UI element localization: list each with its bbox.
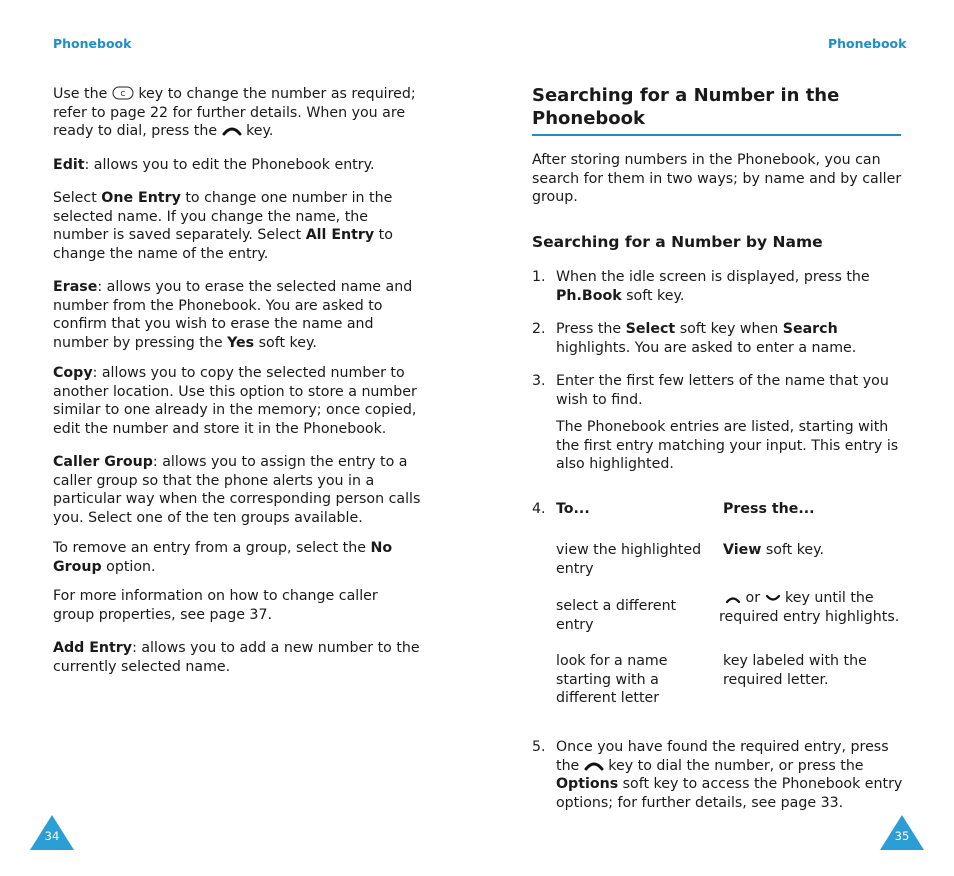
table-row-1-press: View soft key. <box>723 542 825 558</box>
page-number-right <box>879 814 925 851</box>
step-number: 1. <box>532 269 546 285</box>
down-key-icon <box>765 594 781 604</box>
clear-key-icon <box>112 86 134 100</box>
paragraph-copy: Copy: allows you to copy the selected number to another location. Use this option to store a number similar to one already in the memory; once copied, edit the number and store it in the Phonebook. <box>53 365 417 438</box>
paragraph-remove-from-group: To remove an entry from a group, select the No Group option. <box>53 540 393 575</box>
table-header-press: Press the... <box>723 501 815 517</box>
page-number-left <box>29 814 75 851</box>
intro-paragraph: After storing numbers in the Phonebook, you can search for them in two ways; by name and by caller group. <box>532 152 902 206</box>
step-3: Enter the first few letters of the name that you wish to find. <box>556 373 889 408</box>
step-number: 5. <box>532 739 546 755</box>
step-5: Once you have found the required entry, press the key to dial the number, or press the Options soft key to access the Phonebook entry options; for further details, see page 33. <box>556 739 903 812</box>
paragraph-edit: Edit: allows you to edit the Phonebook entry. <box>53 157 375 173</box>
step-number: 3. <box>532 373 546 389</box>
running-header-left: Phonebook <box>53 36 132 51</box>
step-1: When the idle screen is displayed, press the Ph.Book soft key. <box>556 269 870 304</box>
paragraph-erase: Erase: allows you to erase the selected name and number from the Phonebook. You are asked to confirm that you wish to erase the name and number by pressing the Yes soft key. <box>53 279 413 352</box>
step-3-note: The Phonebook entries are listed, starting with the first entry matching your input. This entry is also highlighted. <box>556 419 899 473</box>
paragraph-clear-key: Use the C key to change the number as required; refer to page 22 for further details. When you are ready to dial, press the key. <box>53 86 416 140</box>
section-title: Searching for a Number in the Phonebook <box>532 84 901 136</box>
paragraph-more-info: For more information on how to change caller group properties, see page 37. <box>53 588 378 623</box>
step-2: Press the Select soft key when Search highlights. You are asked to enter a name. <box>556 321 857 356</box>
table-row-1-to: view the highlighted entry <box>556 542 702 577</box>
send-key-icon <box>222 124 242 137</box>
table-row-2-press: or key until the required entry highlights. <box>719 590 900 625</box>
paragraph-caller-group: Caller Group: allows you to assign the entry to a caller group so that the phone alerts you in a particular way when the corresponding person calls you. Select one of the ten groups available. <box>53 454 421 527</box>
table-row-2-to: select a different entry <box>556 598 677 633</box>
page-number-label: 35 <box>894 829 910 843</box>
step-number: 2. <box>532 321 546 337</box>
svg-text:C: C <box>120 90 126 98</box>
table-row-3-press: key labeled with the required letter. <box>723 653 867 688</box>
subsection-title: Searching for a Number by Name <box>532 233 823 251</box>
table-header-to: To... <box>556 501 590 517</box>
running-header-right: Phonebook <box>828 36 907 51</box>
table-row-3-to: look for a name starting with a different letter <box>556 653 668 707</box>
step-number: 4. <box>532 501 546 517</box>
up-key-icon <box>725 594 741 604</box>
page-number-label: 34 <box>44 829 60 843</box>
paragraph-add-entry: Add Entry: allows you to add a new number to the currently selected name. <box>53 640 420 675</box>
send-key-icon <box>584 759 604 772</box>
paragraph-select-entry: Select One Entry to change one number in the selected name. If you change the name, the number is saved separately. Select All Entry to change the name of the entry. <box>53 190 393 263</box>
